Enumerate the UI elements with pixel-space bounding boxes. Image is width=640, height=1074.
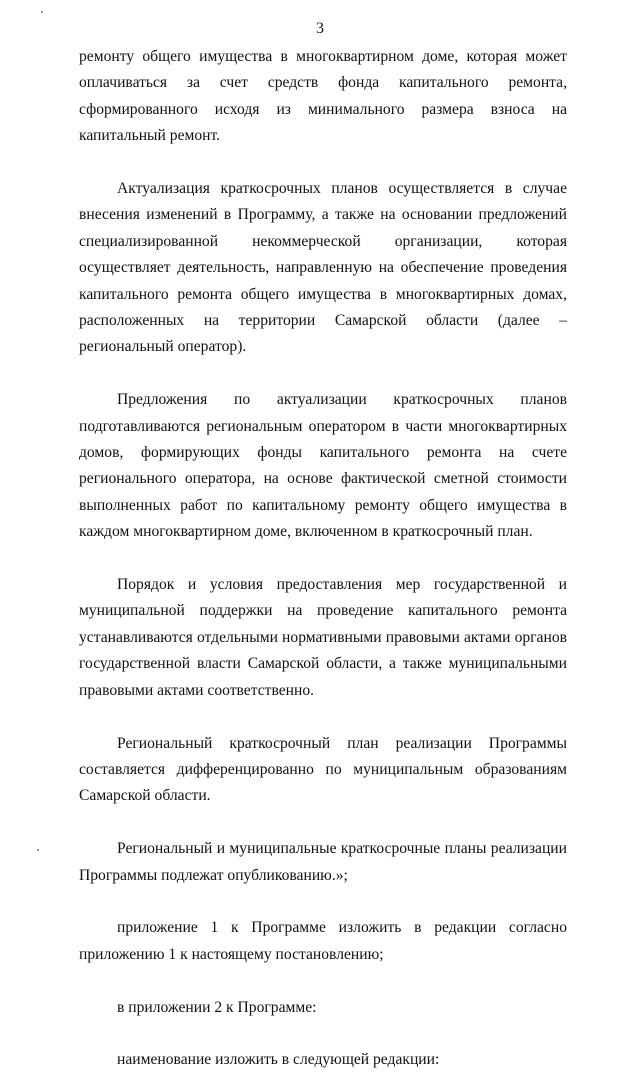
paragraph-publication: Региональный и муниципальные краткосрочные планы реализации Программы подлежат опубликованию.»; [79, 840, 567, 884]
paragraph-support-measures: Порядок и условия предоставления мер государственной и муниципальной поддержки на проведение капитального ремонта устанавливаются отдельными нормативными правовыми актами органов государственной власти Самарской области, а также муниципальными правовыми актами соответственно. [79, 576, 567, 699]
paragraph-appendix-2: в приложении 2 к Программе: [117, 998, 317, 1016]
page-number: 3 [316, 20, 324, 37]
paragraph-continuation: ремонту общего имущества в многоквартирном доме, которая может оплачиваться за счет средств фонда капитального ремонта, сформированного исходя из минимального размера взноса на капитальный ремонт. [79, 48, 567, 145]
paragraph-appendix-1: приложение 1 к Программе изложить в редакции согласно приложению 1 к настоящему постановлению; [79, 919, 567, 963]
paragraph-actualization: Актуализация краткосрочных планов осуществляется в случае внесения изменений в Программу, а также на основании предложений специализированной некоммерческой организации, которая осуществляет деятельность, направленную на обеспечение проведения капитального ремонта общего имущества в многоквартирных домах, расположенных на территории Самарской области (далее – региональный оператор). [79, 180, 567, 356]
paragraph-title-change: наименование изложить в следующей редакции: [117, 1051, 440, 1069]
paragraph-proposals: Предложения по актуализации краткосрочных планов подготавливаются региональным оператором в части многоквартирных домов, формирующих фонды капитального ремонта на счете регионального оператора, на основе фактической сметной стоимости выполненных работ по капитальному ремонту общего имущества в каждом многоквартирном доме, включенном в краткосрочный план. [79, 391, 567, 541]
scan-speck [37, 849, 39, 851]
paragraph-regional-plan: Региональный краткосрочный план реализации Программы составляется дифференцированно по муниципальным образованиям Самарской области. [79, 734, 567, 805]
document-body [79, 44, 567, 1074]
scan-speck [41, 11, 43, 13]
